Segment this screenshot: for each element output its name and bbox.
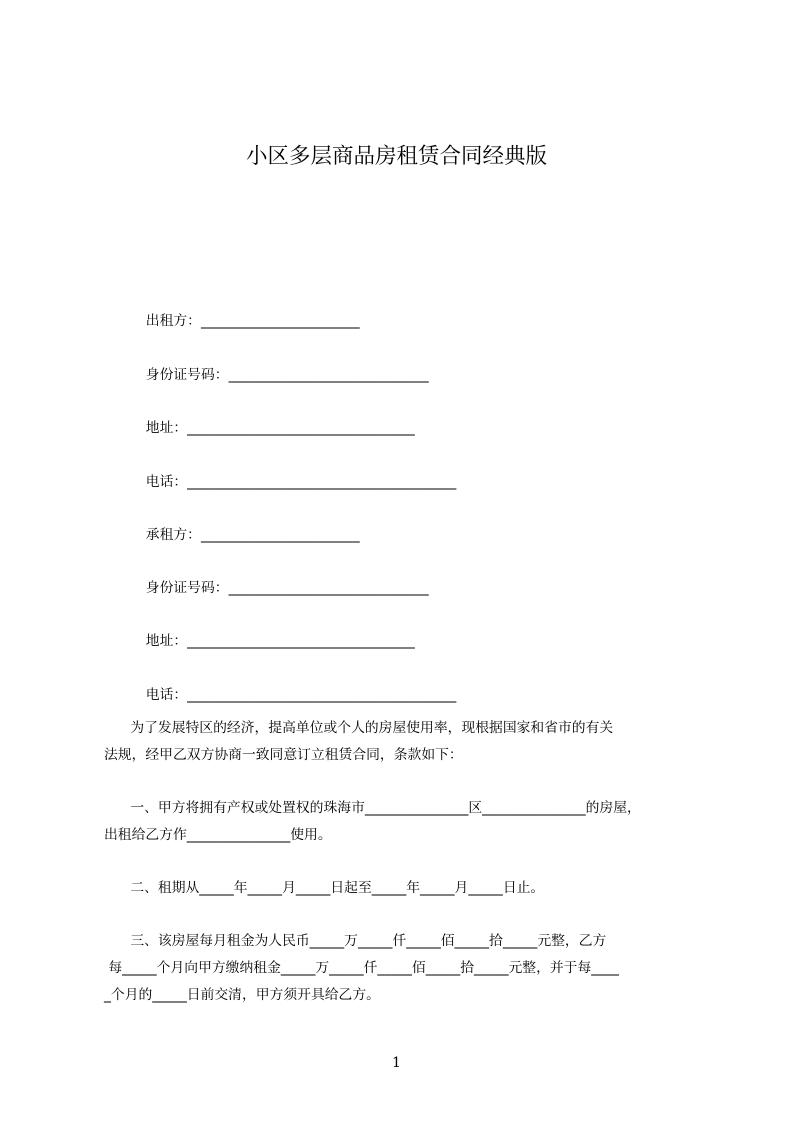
clause-2-line-1: 二、租期从_____年_____月_____日起至_____年_____月_____日止。	[104, 880, 545, 896]
lessee-phone-row	[137, 665, 456, 705]
lessor-blank: _______________________	[200, 313, 360, 329]
lessee-phone-label: 电话：	[145, 687, 188, 703]
lessor-phone-blank: _______________________________________	[187, 474, 457, 490]
lessor-id-row	[137, 345, 429, 385]
lessee-label: 承租方：	[145, 527, 201, 543]
lessor-id-label: 身份证号码：	[145, 367, 229, 383]
lessor-address-label: 地址：	[145, 420, 188, 436]
lessor-address-blank: _________________________________	[187, 420, 415, 436]
lessee-phone-blank: _______________________________________	[187, 687, 457, 703]
preamble-line-2: 法规，经甲乙双方协商一致同意订立租赁合同，条款如下：	[104, 747, 463, 763]
lessee-blank: _______________________	[200, 527, 360, 543]
lessor-row	[137, 291, 360, 331]
lessor-address-row	[137, 398, 415, 438]
lessor-phone-row	[137, 452, 456, 492]
lessor-label: 出租方：	[145, 313, 201, 329]
lessee-address-row	[137, 611, 415, 651]
clause-3-line-1: 三、该房屋每月租金为人民币_____万_____仟_____佰_____拾_____元整，乙方	[104, 933, 607, 949]
lessor-id-blank: _____________________________	[228, 367, 429, 383]
lessor-phone-label: 电话：	[145, 474, 188, 490]
clause-3-line-2: 每_____个月向甲方缴纳租金_____万_____仟_____佰_____拾_____元整，并于每____	[104, 960, 619, 976]
clause-1-line-2: 出租给乙方作_______________使用。	[104, 827, 332, 843]
lessee-id-label: 身份证号码：	[145, 580, 229, 596]
lessee-address-label: 地址：	[145, 633, 188, 649]
page-number: 1	[392, 1055, 401, 1071]
clause-1-line-1: 一、甲方将拥有产权或处置权的珠海市_______________区_______________的房屋，	[104, 800, 641, 816]
lessee-address-blank: _________________________________	[187, 633, 415, 649]
clause-3-line-3: _个月的_____日前交清，甲方须开具给乙方。	[104, 987, 380, 1003]
lessee-row	[137, 505, 360, 545]
lessee-id-blank: _____________________________	[228, 580, 429, 596]
preamble-line-1: 为了发展特区的经济，提高单位或个人的房屋使用率，现根据国家和省市的有关	[104, 720, 614, 736]
lessee-id-row	[137, 558, 429, 598]
document-title: 小区多层商品房租赁合同经典版	[245, 144, 547, 169]
